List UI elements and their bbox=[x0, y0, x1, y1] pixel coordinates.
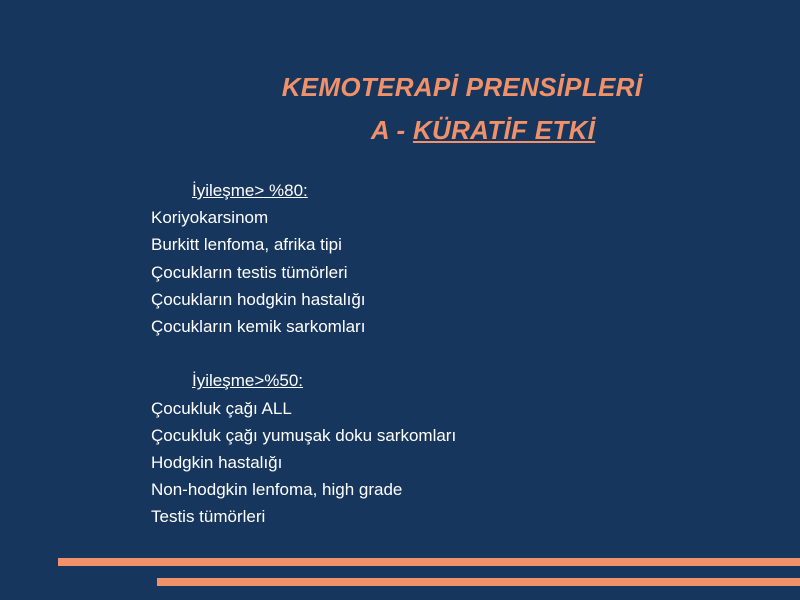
decorative-bar-bottom bbox=[157, 578, 800, 586]
group1-item: Çocukların kemik sarkomları bbox=[151, 317, 366, 337]
group2-item: Çocukluk çağı yumuşak doku sarkomları bbox=[151, 425, 457, 445]
group1-item: Çocukların testis tümörleri bbox=[151, 262, 348, 282]
decorative-bar-top bbox=[58, 558, 800, 566]
slide-subtitle bbox=[0, 115, 800, 145]
subtitle-prefix: A - bbox=[370, 115, 413, 145]
spacer bbox=[151, 340, 456, 367]
group1-item: Çocukların hodgkin hastalığı bbox=[151, 289, 366, 309]
group2-heading: İyileşme>%50: bbox=[192, 371, 304, 391]
group1-heading: İyileşme> %80: bbox=[192, 181, 308, 200]
group2-item: Hodgkin hastalığı bbox=[151, 453, 283, 473]
group2-item: Çocukluk çağı ALL bbox=[151, 398, 292, 418]
group1-item: Koriyokarsinom bbox=[151, 208, 269, 228]
group2-item: Testis tümörleri bbox=[151, 507, 266, 527]
group1-item: Burkitt lenfoma, afrika tipi bbox=[151, 235, 342, 255]
subtitle-underlined: KÜRATİF ETKİ bbox=[412, 115, 596, 145]
group2-item: Non-hodgkin lenfoma, high grade bbox=[151, 480, 403, 500]
slide-body bbox=[151, 177, 456, 531]
slide-title: KEMOTERAPİ PRENSİPLERİ bbox=[281, 72, 643, 102]
